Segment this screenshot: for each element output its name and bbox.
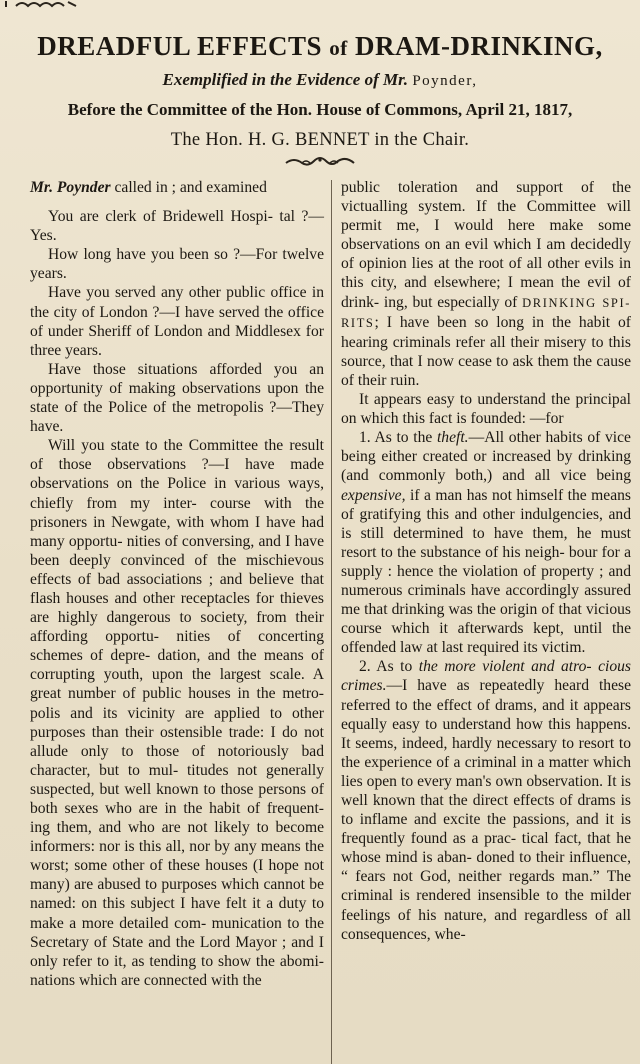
para-text: if a man has not himself the means of gratifying this and other indulgencies, and is still determined to have them, he must resort to the substance of his neigh- bour for a supply : hence the violation of property ; and numerous criminals have accordingly assured me that drinking was the origin of that vicious course which it afterwards kept, until the offended law at last required its victim. xyxy=(341,486,631,657)
left-column xyxy=(30,178,324,990)
testimony-paragraph xyxy=(341,178,631,390)
committee-line xyxy=(0,100,640,120)
title-main: DREADFUL EFFECTS xyxy=(37,31,323,61)
subtitle xyxy=(0,70,640,91)
small-caps-text: DRINKING SPI- RITS xyxy=(341,295,631,330)
before-word: Before xyxy=(67,100,116,119)
testimony-paragraph xyxy=(341,428,631,657)
para-text: —All other habits of vice being either created or increased by drinking (and commonly both,) and all vice being xyxy=(341,429,631,485)
title-of: of xyxy=(329,36,348,60)
para-text: ; I have been so long in the habit of hearing criminals refer all their misery to this source, that I now cease to ask them the cause of their ruin. xyxy=(341,313,631,389)
para-text: —I have as repeatedly heard these referred to the effect of drams, and it appears equally easy to understand how this happens. It seems, indeed, hardly necessary to resort to the experience of a criminal in a matter which lies open to every man's own observation. It is well known that the direct effects of drams is to inflame and excite the passions, and it is frequently found as a prac- tical fact, that he whose mind is aban- doned to their influence, “ fears not God, neither regards man.” The criminal is rendered insensible to the milder feelings of his nature, and regardless of all consequences, whe- xyxy=(341,677,631,943)
document-title xyxy=(10,30,630,64)
subtitle-italic: Exemplified in the Evidence of Mr. xyxy=(162,70,409,89)
examination-intro xyxy=(30,178,324,197)
witness-name: Mr. Poynder xyxy=(30,179,111,196)
torn-top-fragment xyxy=(2,0,152,8)
qa-paragraph: You are clerk of Bridewell Hospi- tal ?—Yes. xyxy=(30,208,324,245)
italic-text: theft. xyxy=(436,429,469,447)
qa-paragraph: Have those situations afforded you an opportunity of making observations upon the state of the Police of the metropolis ?—They have. xyxy=(30,360,324,436)
subtitle-name: Poynder, xyxy=(412,73,478,89)
intro-rest: called in ; and examined xyxy=(114,179,267,196)
qa-paragraph: Have you served any other public office in the city of London ?—I have served the office of under Sheriff of London and Middlesex for three years. xyxy=(30,284,324,359)
ornament-flourish-icon xyxy=(280,155,360,169)
qa-paragraph: How long have you been so ?—For twelve years. xyxy=(30,246,324,283)
before-rest: the Committee of the Hon. House of Commons, April 21, 1817, xyxy=(119,100,573,119)
para-text: public toleration and support of the victualling system. If the Committee will permit me, I would here make some observations on an evil which I am decidedly of opinion lies at the root of all other evils in this city, and elsewhere; I mean the evil of drink- ing, but especially of xyxy=(341,179,631,311)
italic-text: the more violent and atro- cious crimes. xyxy=(341,658,631,695)
italic-text: expensive, xyxy=(341,486,406,504)
para-text: 1. As to the xyxy=(359,429,433,447)
title-end: DRAM-DRINKING, xyxy=(355,31,603,61)
testimony-paragraph xyxy=(341,657,631,943)
chair-line: The Hon. H. G. BENNET in the Chair. xyxy=(170,130,470,150)
right-column xyxy=(341,178,631,944)
testimony-paragraph: It appears easy to understand the principal on which this fact is founded: —for xyxy=(341,391,631,428)
qa-paragraph: Will you state to the Committee the result of those observations ?—I have made observations on the Police in various ways, chiefly from my inter- course with the prisoners in Newgate, with whom I have had many opportu- nities of conversing, and I have been deeply convinced of the mischievous effects of bad associations ; and believe that flash houses and other receptacles for thieves are highly dangerous to society, from their affording opportu- nities of concerting schemes of depre- dation, and the means of corrupting youth, upon the largest scale. A great number of public houses in the metro- polis and its vicinity are applied to other purposes than their ostensible trade: I do not allude only to those of notoriously bad character, but to mul- titudes not generally suspected, but well known to those persons of both sexes who are in the habit of frequent- ing them, and who are not likely to become informers: nor is this all, nor by any means the worst; some other of these houses (I hope not many) are abused to purposes which cannot be named: on this subject I have felt it a duty to make a more detailed com- munication to the Secretary of State and the Lord Mayor ; and I only refer to it, as tending to show the abomi- nations which are connected with the xyxy=(30,437,324,989)
column-divider xyxy=(331,180,332,1064)
para-text: 2. As to xyxy=(359,658,413,676)
